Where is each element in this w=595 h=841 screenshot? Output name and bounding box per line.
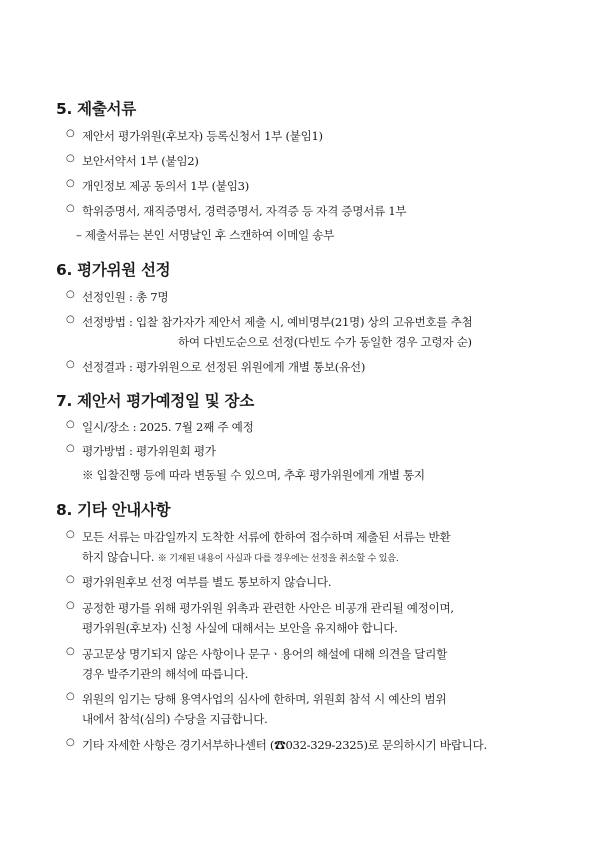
schedule-note: ※ 입찰진행 등에 따라 변동될 수 있으며, 추후 평가위원에게 개별 통지 xyxy=(82,468,425,482)
bullet-icon: ○ xyxy=(66,691,75,702)
bullet-icon: ○ xyxy=(66,128,75,139)
section-6-heading: 6. 평가위원 선정 xyxy=(56,261,171,279)
section-8-heading: 8. 기타 안내사항 xyxy=(56,501,171,519)
list-item-continuation: 경우 발주기관의 해석에 따릅니다. xyxy=(82,667,249,681)
bullet-icon: ○ xyxy=(66,529,75,540)
bullet-icon: ○ xyxy=(66,153,75,164)
submission-note: – 제출서류는 본인 서명날인 후 스캔하여 이메일 송부 xyxy=(76,228,335,242)
bullet-icon: ○ xyxy=(66,178,75,189)
bullet-icon: ○ xyxy=(66,646,75,657)
bullet-icon: ○ xyxy=(66,359,75,370)
section-5-heading: 5. 제출서류 xyxy=(56,100,136,118)
bullet-icon: ○ xyxy=(66,737,75,748)
document-page: 5. 제출서류 ○ 제안서 평가위원(후보자) 등록신청서 1부 (붙임1) ○ 보안서약서 1부 (붙임2) ○ 개인정보 제공 동의서 1부 (붙임3) ○ 학위증명서, 재직증명서, 경력증명서, 자격증 등 자격 증명서류 1부 – 제출서류는 본인 서명날인 후 스캔하여 이메일 송부 6. 평가위원 선정 ○ 선정인원 : 총 7명 ○ 선정방법 : 입찰 참가자가 제안서 제출 시, 예비명부(21명) 상의 고유번호를 추첨 하여 다빈도순으로 선정(다빈도 수가 동일한 경우 고령자 순) ○ 선정결과 : 평가위원으로 선정된 위원에게 개별 통보(유선) 7. 제안서 평가예정일 및 장소 ○ 일시/장소 : 2025. 7월 2째 주 예정 ○ 평가방법 : 평가위원회 평가 ※ 입찰진행 등에 따라 변동될 수 있으며, 추후 평가위원에게 개별 통지 8. 기타 안내사항 ○ 모든 서류는 마감일까지 도착한 서류에 한하여 접수하며 제출된 서류는 반환 하지 않습니다. ※ 기재된 내용이 사실과 다를 경우에는 선정을 취소할 수 있음. ○ 평가위원후보 선정 여부를 별도 통보하지 않습니다. ○ 공정한 평가를 위해 평가위원 위촉과 관련한 사안은 비공개 관리될 예정이며, 평가위원(후보자) 신청 사실에 대해서는 보안을 유지해야 합니다. ○ 공고문상 명기되지 않은 사항이나 문구ㆍ용어의 해설에 대해 의견을 달리할 경우 발주기관의 해석에 따릅니다. ○ 위원의 임기는 당해 용역사업의 심사에 한하며, 위원회 참석 시 예산의 범위 내에서 참석(심의) 수당을 지급합니다. ○ 기타 자세한 사항은 경기서부하나센터 (☎032-329-2325)로 문의하시기 바랍니다. xyxy=(0,0,595,841)
bullet-icon: ○ xyxy=(66,289,75,300)
list-item-continuation: 내에서 참석(심의) 수당을 지급합니다. xyxy=(82,712,268,726)
bullet-icon: ○ xyxy=(66,574,75,585)
contact-info: 기타 자세한 사항은 경기서부하나센터 (☎032-329-2325)로 문의하시기 바랍니다. xyxy=(82,738,487,752)
method-continuation: 하여 다빈도순으로 선정(다빈도 수가 동일한 경우 고령자 순) xyxy=(178,335,472,349)
disclaimer-note: ※ 기재된 내용이 사실과 다를 경우에는 선정을 취소할 수 있음. xyxy=(157,553,399,564)
bullet-icon: ○ xyxy=(66,443,75,454)
bullet-icon: ○ xyxy=(66,419,75,430)
list-item-continuation: 평가위원(후보자) 신청 사실에 대해서는 보안을 유지해야 합니다. xyxy=(82,621,398,635)
section-7-heading: 7. 제안서 평가예정일 및 장소 xyxy=(56,392,254,410)
bullet-icon: ○ xyxy=(66,203,75,214)
list-item-continuation: 하지 않습니다. ※ 기재된 내용이 사실과 다를 경우에는 선정을 취소할 수 있음. xyxy=(82,550,399,564)
bullet-icon: ○ xyxy=(66,314,75,325)
bullet-icon: ○ xyxy=(66,600,75,611)
